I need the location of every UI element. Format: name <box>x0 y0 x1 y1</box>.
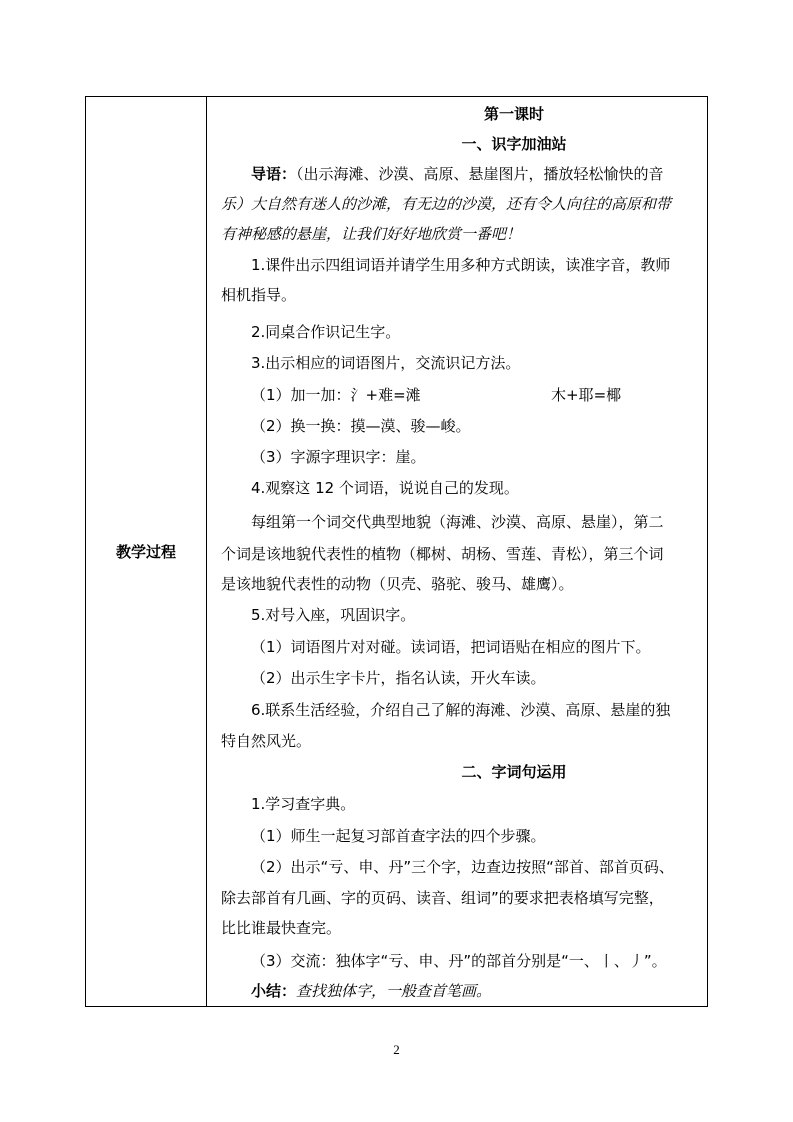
lesson-plan-table <box>85 96 708 1007</box>
step1-line-2: 相机指导。 <box>221 286 297 304</box>
step5: 5.对号入座，巩固识字。 <box>251 606 416 624</box>
step3: 3.出示相应的词语图片，交流识记方法。 <box>251 354 521 372</box>
page-number: 2 <box>393 1042 400 1057</box>
step5-a: （1）词语图片对对碰。读词语，把词语贴在相应的图片下。 <box>251 638 651 656</box>
step6-line-2: 特自然风光。 <box>221 732 312 750</box>
section-label: 教学过程 <box>115 543 176 561</box>
intro-label: 导语： <box>251 165 297 183</box>
part2-b-line-2: 除去部首有几画、字的页码、读音、组词”的要求把表格填写完整， <box>221 889 664 907</box>
step5-b: （2）出示生字卡片，指名认读，开火车读。 <box>251 669 546 687</box>
step4-detail-line-2: 个词是该地貌代表性的植物（椰树、胡杨、雪莲、青松），第三个词 <box>221 545 664 563</box>
part2-step1: 1.学习查字典。 <box>251 795 356 813</box>
step6-line-1: 6.联系生活经验，介绍自己了解的海滩、沙漠、高原、悬崖的独 <box>251 701 671 719</box>
step4-detail-line-1: 每组第一个词交代典型地貌（海滩、沙漠、高原、悬崖），第二 <box>251 513 664 531</box>
intro-line-3: 有神秘感的悬崖，让我们好好地欣赏一番吧！ <box>221 225 522 243</box>
part2-a: （1）师生一起复习部首查字法的四个步骤。 <box>251 827 546 845</box>
intro-line-2: 乐）大自然有迷人的沙滩，有无边的沙漠，还有令人向往的高原和带 <box>221 195 672 213</box>
step3-b: （2）换一换：摸—漠、骏—峻。 <box>251 417 471 435</box>
summary: 小结：查找独体字，一般查首笔画。 <box>251 982 492 1000</box>
part2-b-line-1: （2）出示“亏、申、丹”三个字，边查边按照“部首、部首页码、 <box>251 858 674 876</box>
part2-b-line-3: 比比谁最快查完。 <box>221 919 342 937</box>
step4: 4.观察这 12 个词语，说说自己的发现。 <box>251 479 519 497</box>
step2: 2.同桌合作识记生字。 <box>251 323 401 341</box>
step3-c: （3）字源字理识字：崖。 <box>251 448 426 466</box>
lesson-title: 第一课时 <box>483 105 544 123</box>
summary-label: 小结： <box>251 982 297 1000</box>
step4-detail-line-3: 是该地貌代表性的动物（贝壳、骆驼、骏马、雄鹰）。 <box>221 575 574 593</box>
step3-a: （1）加一加：氵+难=滩 木+耶=椰 <box>251 386 622 404</box>
step1-line-1: 1.课件出示四组词语并请学生用多种方式朗读，读准字音，教师 <box>251 256 671 274</box>
content-cell <box>207 97 707 1006</box>
part2-c: （3）交流：独体字“亏、申、丹”的部首分别是“一、丨、丿”。 <box>251 952 667 970</box>
intro-line-1: 导语：（出示海滩、沙漠、高原、悬崖图片，播放轻松愉快的音 <box>251 165 664 183</box>
section-label-cell <box>86 97 207 1006</box>
heading-recognition: 一、识字加油站 <box>461 135 567 153</box>
heading-word-usage: 二、字词句运用 <box>461 763 567 781</box>
